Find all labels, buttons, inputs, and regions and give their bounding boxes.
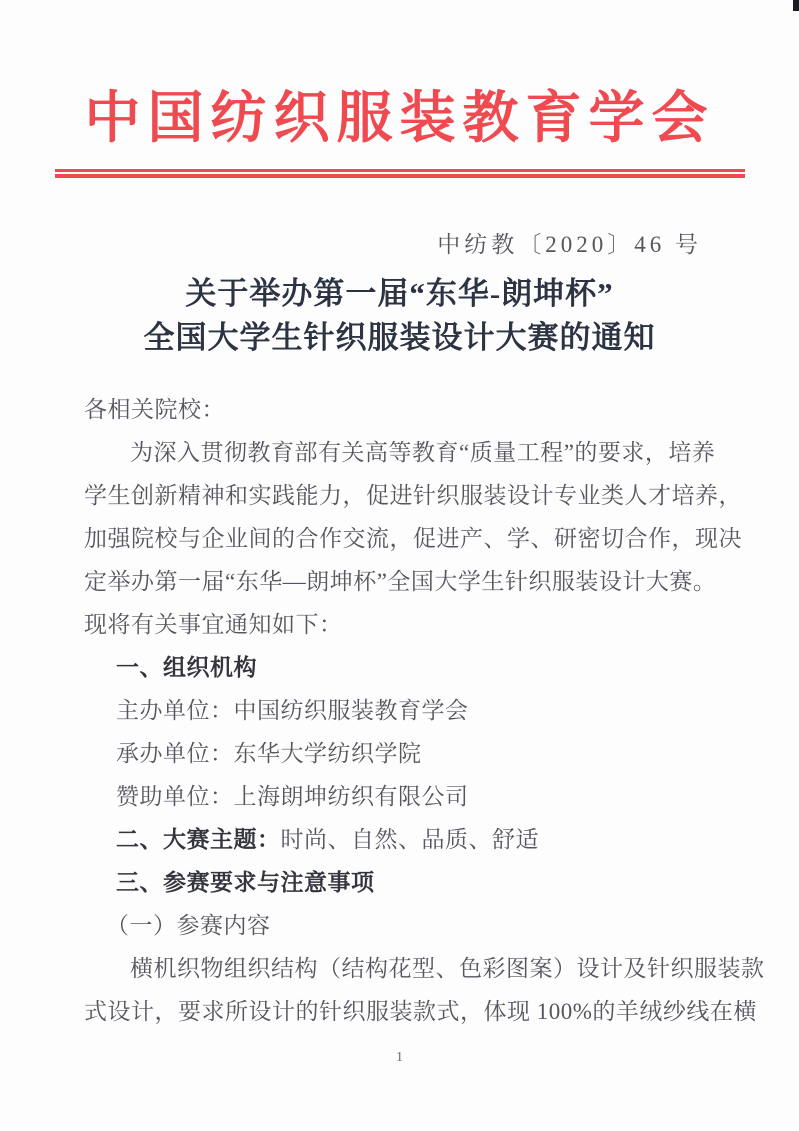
- content-line: 横机织物组织结构（结构花型、色彩图案）设计及针织服装款: [130, 956, 765, 981]
- document-title: [0, 272, 799, 360]
- section3-subsection: （一）参赛内容: [106, 913, 271, 938]
- document-title-line1: 关于举办第一届“东华-朗坤杯”: [185, 276, 614, 311]
- salutation: 各相关院校：: [84, 397, 225, 422]
- section3-heading: 三、参赛要求与注意事项: [116, 869, 375, 895]
- section1-sponsor: 赞助单位：上海朗坤纺织有限公司: [116, 784, 469, 809]
- section2-themes: 时尚、自然、品质、舒适: [280, 827, 539, 852]
- content-line: 式设计，要求所设计的针织服装款式，体现 100%的羊绒纱线在横: [84, 999, 757, 1024]
- scan-artifact: [793, 0, 799, 11]
- intro-line: 学生创新精神和实践能力，促进针织服装设计专业类人才培养，: [84, 483, 742, 508]
- document-number: 中纺教〔2020〕46 号: [437, 232, 702, 257]
- intro-line: 定举办第一届“东华—朗坤杯”全国大学生针织服装设计大赛。: [84, 569, 717, 594]
- letterhead-org-name: 中国纺织服装教育学会: [84, 88, 715, 150]
- letterhead-divider-rule: [55, 169, 745, 178]
- section2-line: [84, 818, 724, 861]
- section1-heading: 一、组织机构: [116, 654, 257, 680]
- section1-organizer: 承办单位：东华大学纺织学院: [116, 741, 422, 766]
- document-title-line2: 全国大学生针织服装设计大赛的通知: [143, 320, 656, 355]
- intro-line: 现将有关事宜通知如下：: [84, 612, 343, 637]
- section2-heading: 二、大赛主题：: [116, 826, 281, 852]
- intro-line: 为深入贯彻教育部有关高等教育“质量工程”的要求，培养: [130, 440, 716, 465]
- page-number: 1: [396, 1050, 403, 1065]
- document-body: [84, 388, 765, 1033]
- intro-line: 加强院校与企业间的合作交流，促进产、学、研密切合作，现决: [84, 526, 742, 551]
- section1-host: 主办单位：中国纺织服装教育学会: [116, 698, 469, 723]
